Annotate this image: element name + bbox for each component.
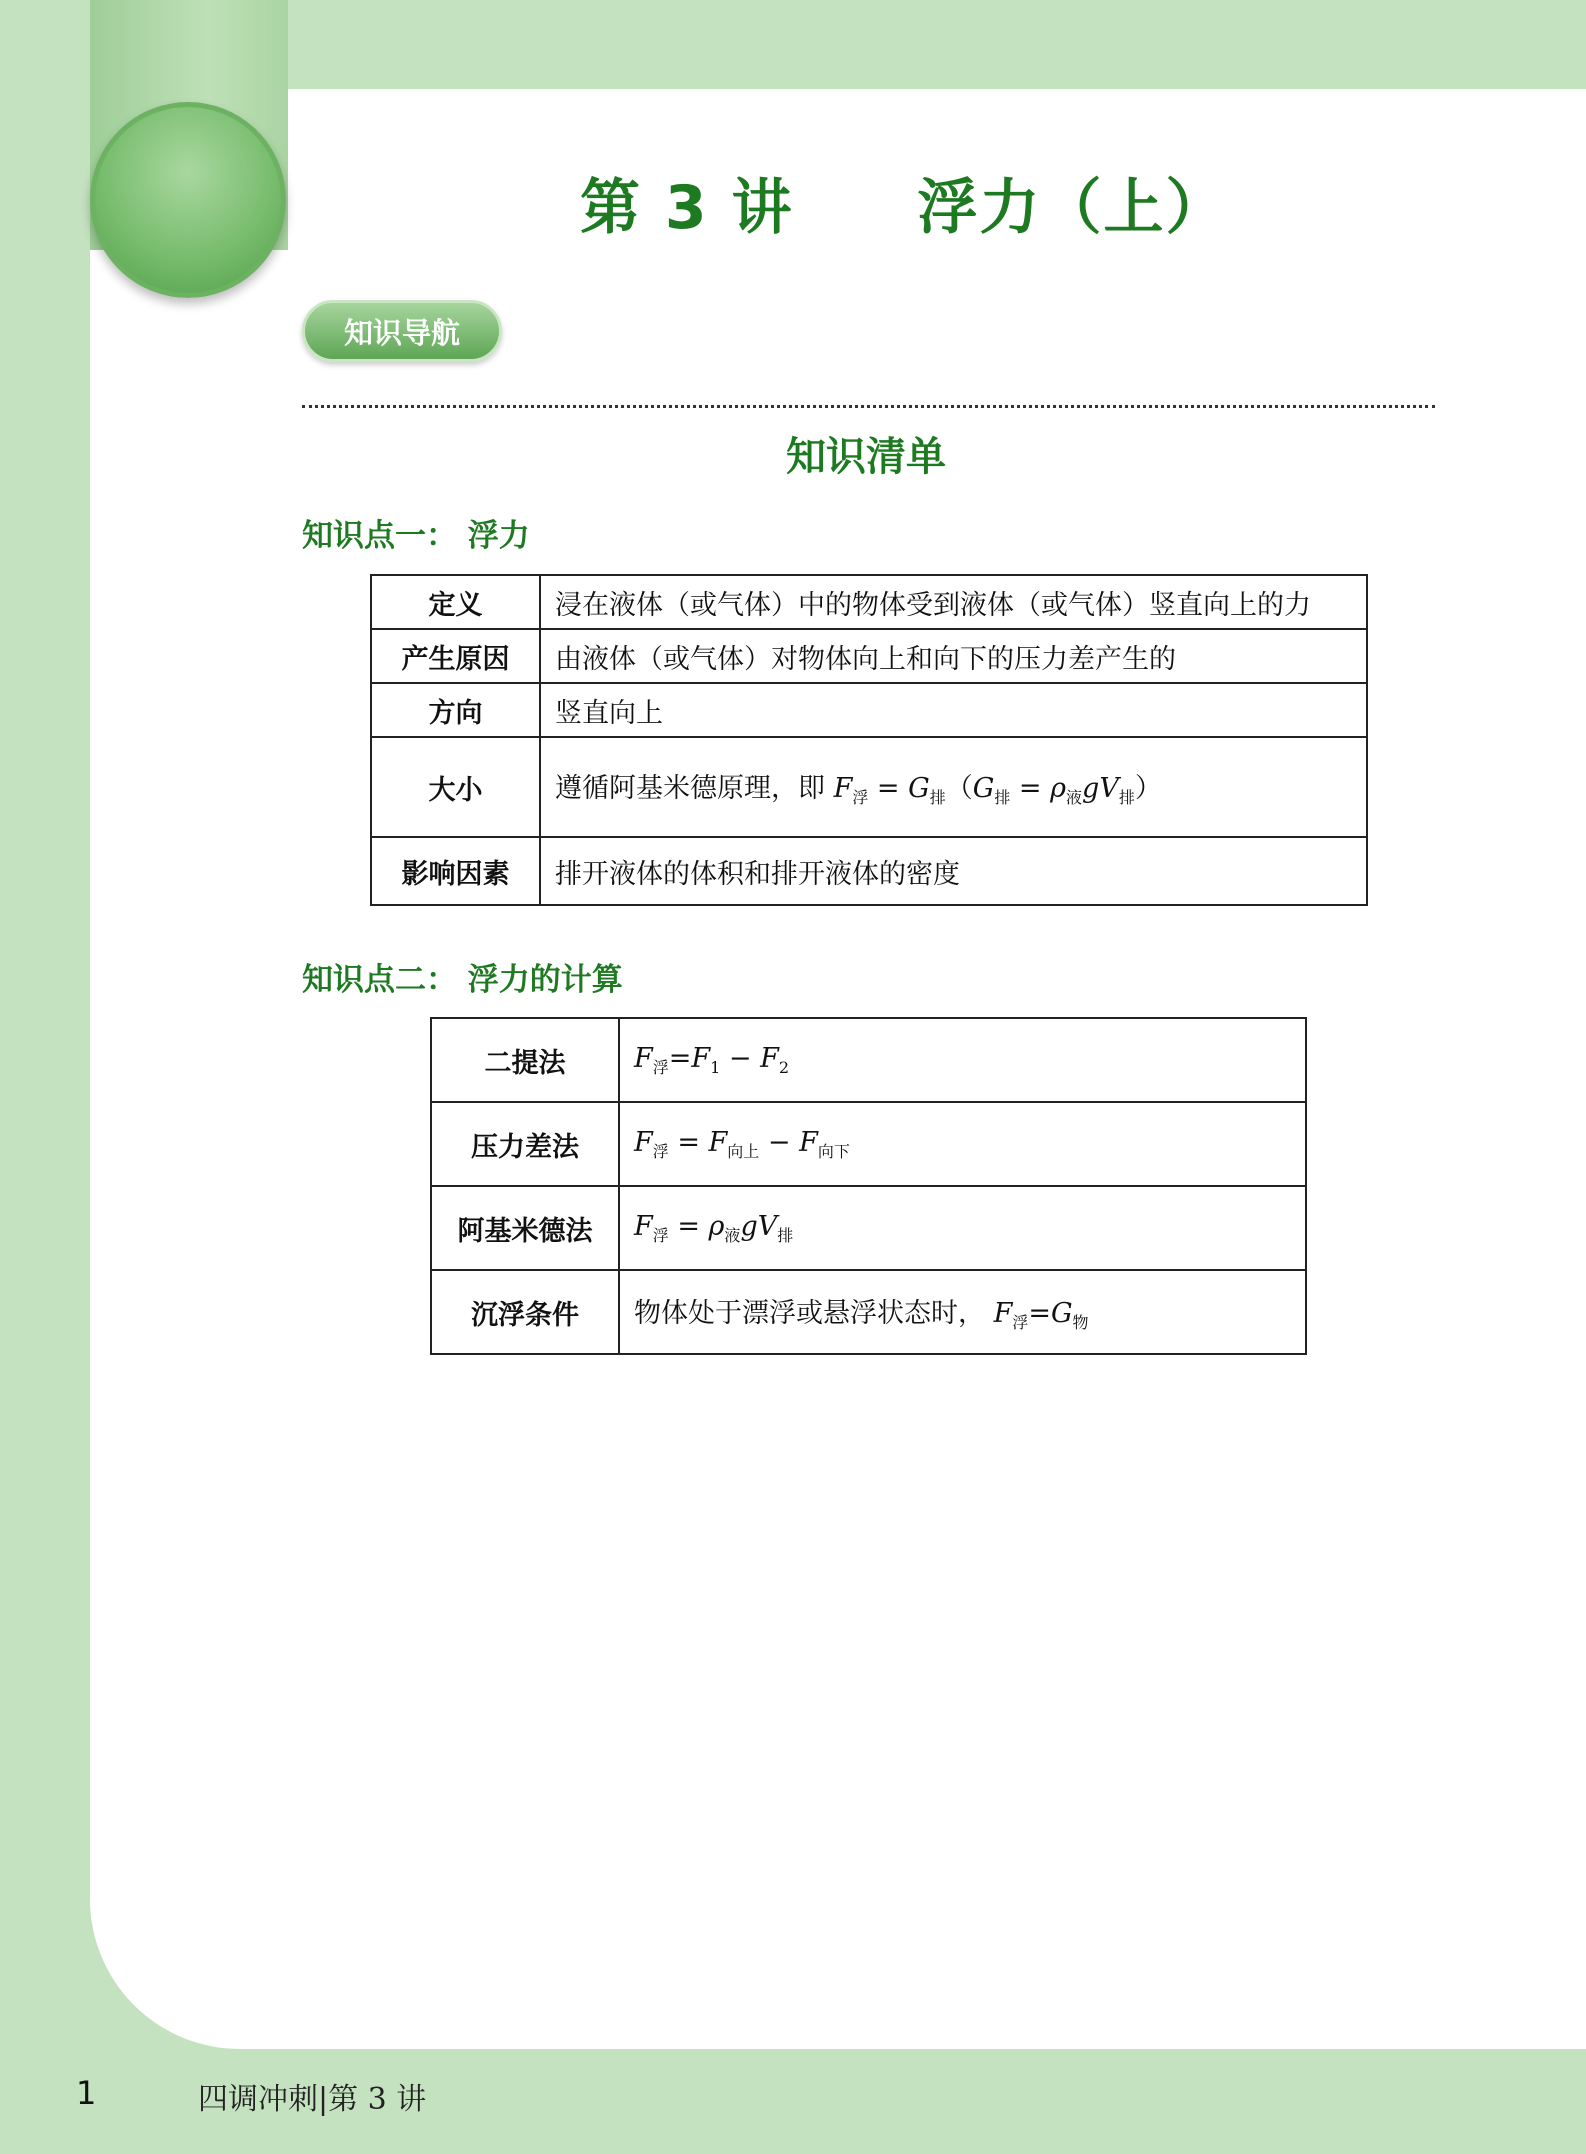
minus-sign: − [720,1042,761,1074]
table-row [431,1018,1306,1102]
subscript-pai: 排 [929,788,946,807]
table-row [371,629,1367,683]
subscript-up: 向上 [727,1141,760,1161]
symbol-F: F [833,773,853,804]
symbol-G: G [1050,1298,1073,1329]
symbol-rho: ρ [1050,773,1066,804]
equals-sign: = [1010,773,1051,804]
symbol-F: F [634,1126,653,1158]
table-row [371,575,1367,629]
equals-sign: = [1028,1298,1051,1329]
symbol-V: V [1099,773,1119,804]
table-row [371,737,1367,837]
subscript-ye: 液 [724,1225,741,1245]
row-value: 由液体（或气体）对物体向上和向下的压力差产生的 [540,629,1367,683]
symbol-F-down: F [799,1126,818,1158]
row-label: 影响因素 [371,837,540,905]
formula-prefix: 遵循阿基米德原理，即 [555,773,834,804]
row-label: 阿基米德法 [431,1186,619,1270]
subscript-fu: 浮 [852,788,869,807]
formula-prefix: 物体处于漂浮或悬浮状态时， [634,1298,994,1329]
symbol-F: F [634,1042,653,1074]
equals-sign: = [668,1126,709,1158]
subscript-fu: 浮 [1012,1313,1029,1332]
nav-badge: 知识导航 [302,300,502,362]
row-value-formula [619,1018,1306,1102]
dotted-divider [302,405,1435,408]
table-row [431,1102,1306,1186]
equals-sign: = [668,1210,709,1242]
row-label: 定义 [371,575,540,629]
symbol-F2: F [760,1042,779,1074]
table-row [431,1186,1306,1270]
row-value-formula [619,1270,1306,1354]
row-label: 方向 [371,683,540,737]
row-value-formula [619,1102,1306,1186]
subscript-ye: 液 [1066,788,1083,807]
symbol-rho: ρ [708,1210,725,1242]
row-label: 产生原因 [371,629,540,683]
symbol-F-up: F [708,1126,728,1158]
symbol-V: V [757,1210,778,1242]
chapter-badge-circle [90,102,286,298]
row-label: 大小 [371,737,540,837]
table-row [371,837,1367,905]
section1-title: 知识点一： 浮力 [302,518,530,554]
subscript-fu: 浮 [652,1141,669,1161]
symbol-F: F [993,1298,1013,1329]
subscript-fu: 浮 [652,1057,669,1077]
subscript-2: 2 [778,1057,790,1077]
symbol-G: G [908,773,930,804]
section2-title: 知识点二： 浮力的计算 [302,962,623,998]
subscript-fu: 浮 [652,1225,669,1245]
page-number: 1 [76,2074,97,2112]
equals-sign: = [668,1042,692,1074]
buoyancy-definition-table [370,574,1368,906]
buoyancy-calculation-table [430,1017,1307,1355]
row-value: 竖直向上 [540,683,1367,737]
row-value: 排开液体的体积和排开液体的密度 [540,837,1367,905]
table-row [431,1270,1306,1354]
minus-sign: − [759,1126,800,1158]
page-title: 第 3 讲 浮力（上） [580,173,1228,243]
row-label: 压力差法 [431,1102,619,1186]
subscript-pai: 排 [777,1225,794,1245]
paren-open: （ [945,773,973,804]
row-label: 二提法 [431,1018,619,1102]
paren-close: ） [1134,773,1162,804]
symbol-F: F [634,1210,653,1242]
symbol-G: G [972,773,995,804]
row-label: 沉浮条件 [431,1270,619,1354]
row-value: 浸在液体（或气体）中的物体受到液体（或气体）竖直向上的力 [540,575,1367,629]
table-row [371,683,1367,737]
symbol-F1: F [691,1042,711,1074]
equals-sign: = [868,773,909,804]
symbol-g: g [740,1210,758,1242]
subscript-down: 向下 [817,1141,850,1161]
row-value-formula [619,1186,1306,1270]
subscript-wu: 物 [1072,1313,1089,1332]
subscript-pai: 排 [1118,788,1135,807]
symbol-g: g [1082,773,1100,804]
row-value-formula [540,737,1367,837]
footer-text: 四调冲刺|第 3 讲 [198,2082,427,2117]
knowledge-list-title: 知识清单 [786,434,946,480]
subscript-pai: 排 [994,788,1011,807]
subscript-1: 1 [710,1057,721,1077]
